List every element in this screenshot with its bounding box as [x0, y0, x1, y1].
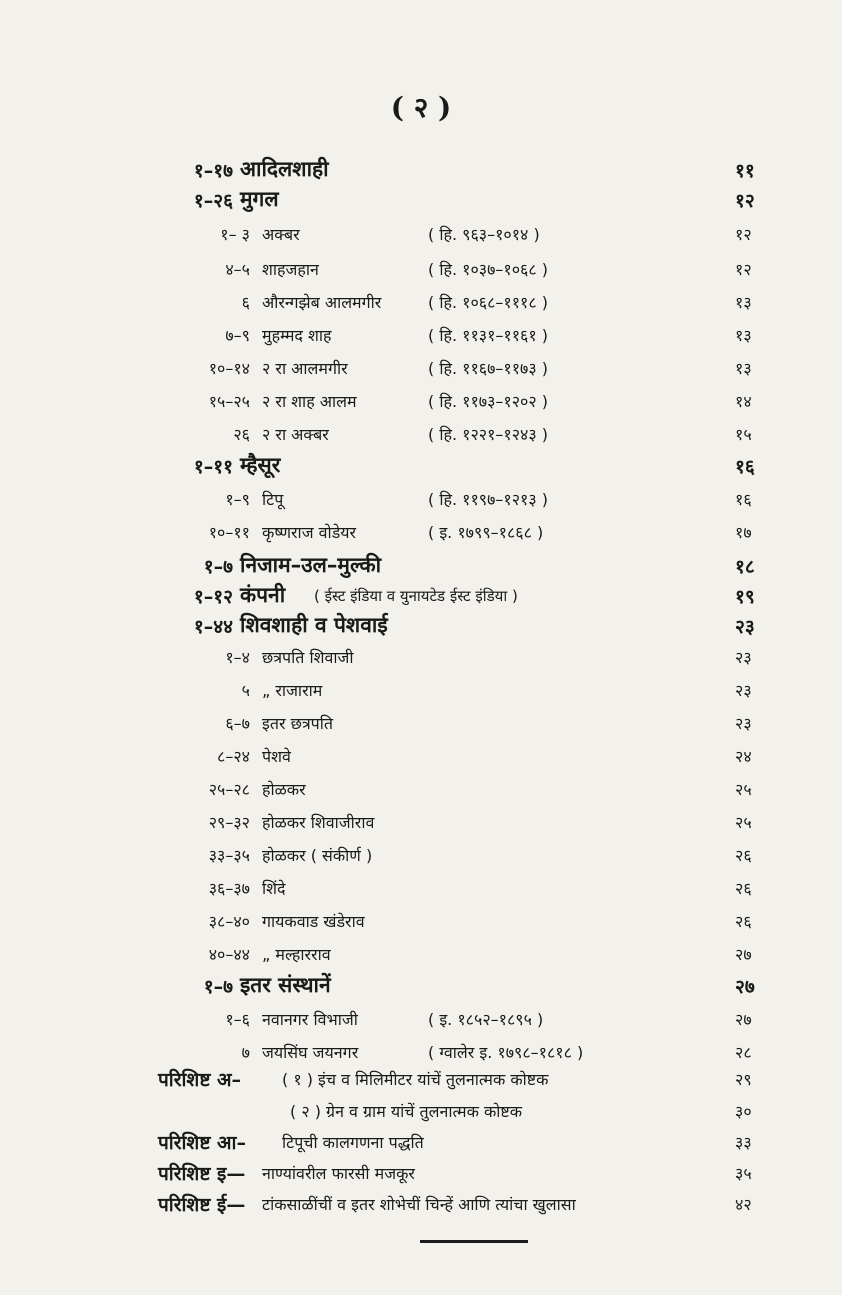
appendix-label: परिशिष्ट ई—	[158, 1194, 246, 1216]
entry-page-number: १२	[735, 225, 752, 244]
entry-number: ५	[241, 681, 250, 700]
toc-entry	[0, 877, 842, 911]
entry-date-range: ( इ. १८५२–१८९५ )	[428, 1010, 544, 1029]
page-number: ( २ )	[390, 91, 452, 124]
entry-title: शिंदे	[262, 879, 286, 898]
entry-number: १–६	[225, 1010, 250, 1029]
entry-title: मुहम्मद शाह	[262, 326, 332, 345]
toc-entry	[0, 324, 842, 358]
entry-title: इतर संस्थानें	[240, 973, 331, 997]
entry-page-number: १६	[735, 456, 755, 478]
entry-number: ३८–४०	[208, 912, 250, 931]
toc-entry	[0, 357, 842, 391]
entry-title: २ रा आलमगीर	[262, 359, 348, 378]
toc-section-heading	[0, 453, 842, 487]
entry-date-range: ( हि. १०६८–१११८ )	[428, 293, 549, 312]
entry-number: ३६–३७	[208, 879, 250, 898]
toc-entry	[0, 521, 842, 555]
entry-date-range: ( हि. ११९७–१२१३ )	[428, 490, 549, 509]
entry-page-number: २५	[735, 780, 752, 799]
toc-entry	[0, 1008, 842, 1042]
appendix-title: ( २ ) ग्रेन व ग्राम यांचें तुलनात्मक कोष्टक	[290, 1102, 523, 1121]
entry-number: १–७	[203, 976, 233, 998]
entry-page-number: १२	[735, 260, 752, 279]
entry-date-range: ( ग्वालेर इ. १७९८–१८१८ )	[428, 1043, 584, 1062]
entry-number: ४–५	[225, 260, 250, 279]
entry-date-range: ( हि. ११६७–११७३ )	[428, 359, 549, 378]
toc-entry	[0, 291, 842, 325]
appendix-title: नाण्यांवरील फारसी मजकूर	[262, 1164, 415, 1183]
entry-date-range: ( हि. ११७३–१२०२ )	[428, 392, 549, 411]
entry-title: निजाम–उल–मुल्की	[240, 553, 382, 577]
entry-number: २६	[233, 425, 250, 444]
entry-title: म्हैसूर	[240, 453, 281, 477]
entry-number: १–४४	[193, 616, 233, 638]
toc-entry	[0, 423, 842, 457]
entry-page-number: २३	[735, 714, 752, 733]
entry-title: शाहजहान	[262, 260, 319, 279]
entry-number: १–१७	[193, 160, 233, 182]
entry-title: नवानगर विभाजी	[262, 1010, 358, 1029]
appendix-page-number: २९	[735, 1070, 752, 1089]
entry-title: शिवशाही व पेशवाई	[240, 613, 388, 637]
entry-page-number: १६	[735, 490, 752, 509]
appendix-page-number: ४२	[735, 1195, 752, 1214]
entry-number: १–९	[225, 490, 250, 509]
toc-entry	[0, 488, 842, 522]
entry-date-range: ( हि. ११३१–११६१ )	[428, 326, 549, 345]
toc-section-heading	[0, 973, 842, 1007]
entry-title: औरन्गझेब आलमगीर	[262, 293, 382, 312]
entry-title: अक्बर	[262, 225, 300, 244]
toc-entry	[0, 390, 842, 424]
entry-title: २ रा शाह आलम	[262, 392, 357, 411]
toc-section-heading	[0, 187, 842, 221]
toc-section-heading	[0, 157, 842, 191]
entry-page-number: ११	[735, 160, 755, 182]
entry-page-number: २३	[735, 681, 752, 700]
entry-title: होळकर	[262, 780, 306, 799]
toc-entry	[0, 258, 842, 292]
entry-subtitle: ( ईस्ट इंडिया व युनायटेड ईस्ट इंडिया )	[314, 587, 518, 605]
entry-date-range: ( हि. ९६३–१०१४ )	[428, 225, 540, 244]
entry-page-number: १५	[735, 425, 752, 444]
appendix-title: ( १ ) इंच व मिलिमीटर यांचें तुलनात्मक कोष्टक	[282, 1070, 549, 1089]
entry-title: टिपू	[262, 490, 284, 509]
entry-title: इतर छत्रपति	[262, 714, 334, 733]
entry-number: ६–७	[225, 714, 250, 733]
entry-number: १०–१४	[208, 359, 250, 378]
toc-section-heading	[0, 583, 842, 617]
entry-number: १–१२	[193, 586, 233, 608]
toc-entry	[0, 910, 842, 944]
entry-title: आदिलशाही	[240, 157, 329, 181]
appendix-page-number: ३३	[735, 1133, 752, 1152]
entry-page-number: २७	[735, 976, 755, 998]
entry-page-number: १३	[735, 293, 752, 312]
entry-title: कृष्णराज वोडेयर	[262, 523, 357, 542]
entry-title: मुगल	[240, 187, 279, 211]
entry-number: ७–९	[225, 326, 250, 345]
entry-number: ३३–३५	[208, 846, 250, 865]
entry-page-number: २५	[735, 813, 752, 832]
entry-date-range: ( हि. १०३७–१०६८ )	[428, 260, 549, 279]
entry-title: „ मल्हारराव	[262, 945, 331, 964]
appendix-title: टिपूची कालगणना पद्धति	[282, 1133, 424, 1152]
entry-number: ८–२४	[217, 747, 250, 766]
toc-entry	[0, 679, 842, 713]
entry-title: गायकवाड खंडेराव	[262, 912, 365, 931]
toc-section-heading	[0, 613, 842, 647]
entry-page-number: २७	[735, 1010, 752, 1029]
toc-entry	[0, 943, 842, 977]
entry-title: होळकर शिवाजीराव	[262, 813, 375, 832]
entry-page-number: १८	[735, 556, 755, 578]
appendix-label: परिशिष्ट इ—	[158, 1163, 246, 1185]
entry-title: जयसिंघ जयनगर	[262, 1043, 359, 1062]
toc-entry	[0, 844, 842, 878]
entry-page-number: २७	[735, 945, 752, 964]
entry-page-number: २८	[735, 1043, 752, 1062]
entry-title: पेशवे	[262, 747, 291, 766]
toc-entry	[0, 223, 842, 257]
entry-title: २ रा अक्बर	[262, 425, 329, 444]
entry-number: १–७	[203, 556, 233, 578]
appendix-title: टांकसाळींचीं व इतर शोभेचीं चिन्हें आणि त्यांचा खुलासा	[262, 1195, 576, 1214]
entry-page-number: २३	[735, 616, 755, 638]
entry-date-range: ( इ. १७९९–१८६८ )	[428, 523, 544, 542]
entry-date-range: ( हि. १२२१–१२४३ )	[428, 425, 549, 444]
entry-page-number: १३	[735, 359, 752, 378]
appendix-entry	[0, 1100, 842, 1134]
entry-title: होळकर ( संकीर्ण )	[262, 846, 373, 865]
appendix-entry	[0, 1193, 842, 1227]
entry-page-number: १३	[735, 326, 752, 345]
toc-entry	[0, 712, 842, 746]
toc-section-heading	[0, 553, 842, 587]
entry-number: ६	[241, 293, 250, 312]
entry-page-number: २६	[735, 912, 752, 931]
appendix-entry	[0, 1131, 842, 1165]
entry-page-number: २६	[735, 879, 752, 898]
toc-entry	[0, 778, 842, 812]
entry-number: २९–३२	[208, 813, 250, 832]
appendix-entry	[0, 1068, 842, 1102]
entry-number: १– ३	[220, 225, 250, 244]
appendix-label: परिशिष्ट अ–	[158, 1069, 242, 1091]
appendix-page-number: ३५	[735, 1164, 752, 1183]
entry-title: „ राजाराम	[262, 681, 323, 700]
appendix-label: परिशिष्ट आ–	[158, 1132, 246, 1154]
entry-number: १५–२५	[208, 392, 250, 411]
entry-number: १–११	[193, 456, 233, 478]
entry-number: १–४	[225, 648, 250, 667]
appendix-page-number: ३०	[735, 1102, 752, 1121]
entry-page-number: १४	[735, 392, 752, 411]
toc-entry	[0, 646, 842, 680]
entry-page-number: १२	[735, 190, 755, 212]
entry-page-number: २३	[735, 648, 752, 667]
entry-page-number: १९	[735, 586, 755, 608]
toc-entry	[0, 745, 842, 779]
entry-title: छत्रपति शिवाजी	[262, 648, 354, 667]
entry-number: २५–२८	[208, 780, 250, 799]
toc-entry	[0, 811, 842, 845]
entry-page-number: २४	[735, 747, 752, 766]
entry-title: कंपनी	[240, 583, 286, 607]
entry-number: १०–११	[208, 523, 250, 542]
end-rule	[420, 1240, 528, 1243]
entry-number: ७	[241, 1043, 250, 1062]
entry-number: ४०–४४	[208, 945, 250, 964]
entry-page-number: १७	[735, 523, 752, 542]
appendix-entry	[0, 1162, 842, 1196]
entry-number: १–२६	[193, 190, 233, 212]
entry-page-number: २६	[735, 846, 752, 865]
